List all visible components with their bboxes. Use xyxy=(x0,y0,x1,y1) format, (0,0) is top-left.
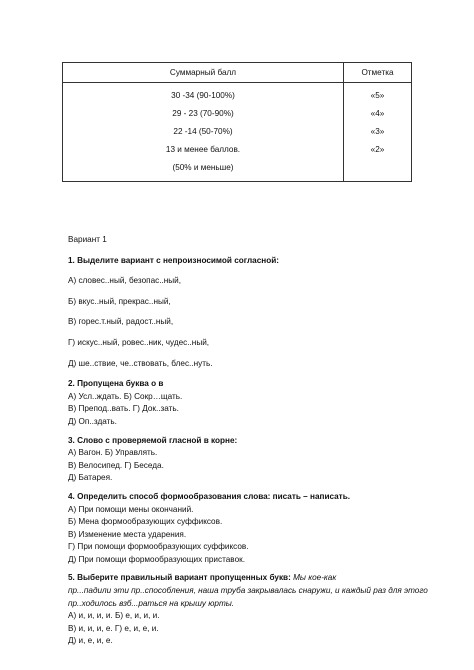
mark-row: «5» xyxy=(370,91,385,100)
score-row: 29 - 23 (70-90%) xyxy=(172,109,234,118)
q1-option: Б) вкус..ный, прекрас..ный, xyxy=(68,296,171,306)
q1-option: В) горес.т.ный, радост..ный, xyxy=(68,317,174,327)
score-row: (50% и меньше) xyxy=(172,163,234,172)
test-content xyxy=(68,234,448,648)
q4-option: Б) Мена формообразующих суффиксов. xyxy=(68,517,223,527)
q2-option: Д) Оп..здать. xyxy=(68,416,117,426)
q1-option: А) словес..ный, безопас..ный, xyxy=(68,276,182,286)
variant-title: Вариант 1 xyxy=(68,235,107,244)
score-row: 22 -14 (50-70%) xyxy=(173,127,233,136)
mark-row: «4» xyxy=(370,109,385,118)
q2-option: В) Препод..вать. Г) Док..зать. xyxy=(68,404,179,414)
header-mark: Отметка xyxy=(344,63,412,83)
q1-option: Г) искус..ный, ровес..ник, чудес..ный, xyxy=(68,337,210,347)
q3-option: В) Велосипед. Г) Беседа. xyxy=(68,460,164,470)
q5-text: пр...падили эти пр..способления, наша труба закрывалась снаружи, и каждый раз для этого xyxy=(68,586,428,596)
question-3-title: 3. Слово с проверяемой гласной в корне: xyxy=(68,435,238,445)
q5-text: Мы кое-как xyxy=(293,573,337,583)
question-1-title: 1. Выделите вариант с непроизносимой согласной: xyxy=(68,255,279,265)
q5-option: Д) и, е, и, е. xyxy=(68,636,113,646)
score-row: 30 -34 (90-100%) xyxy=(171,91,235,100)
q5-text: пр..ходилось взб...раться на крышу юрты. xyxy=(68,598,235,608)
score-cell xyxy=(63,83,344,182)
question-5-title: 5. Выберите правильный вариант пропущенных букв: Мы кое-как xyxy=(68,573,337,583)
q2-option: А) Усл..ждать. Б) Сокр…щать. xyxy=(68,391,183,401)
q5-option: В) и, и, и, е. Г) е, и, е, и. xyxy=(68,623,159,633)
q4-option: Д) При помощи формообразующих приставок. xyxy=(68,554,245,564)
grading-table xyxy=(62,62,412,182)
q3-option: А) Вагон. Б) Управлять. xyxy=(68,448,158,458)
q4-option: А) При помощи мены окончаний. xyxy=(68,504,194,514)
q3-option: Д) Батарея. xyxy=(68,473,113,483)
question-4-title: 4. Определить способ формообразования слова: писать – написать. xyxy=(68,491,351,501)
header-score: Суммарный балл xyxy=(63,63,344,83)
score-row: 13 и менее баллов. xyxy=(165,145,241,154)
mark-cell xyxy=(344,83,412,182)
q4-option: Г) При помощи формообразующих суффиксов. xyxy=(68,542,249,552)
q1-option: Д) ше..ствие, че..ствовать, блес..нуть. xyxy=(68,358,213,368)
q4-option: В) Изменение места ударения. xyxy=(68,529,187,539)
mark-row: «3» xyxy=(370,127,385,136)
mark-row: «2» xyxy=(370,145,385,154)
q5-option: А) и, и, и, и. Б) е, и, и, и. xyxy=(68,611,160,621)
question-2-title: 2. Пропущена буква о в xyxy=(68,379,164,389)
